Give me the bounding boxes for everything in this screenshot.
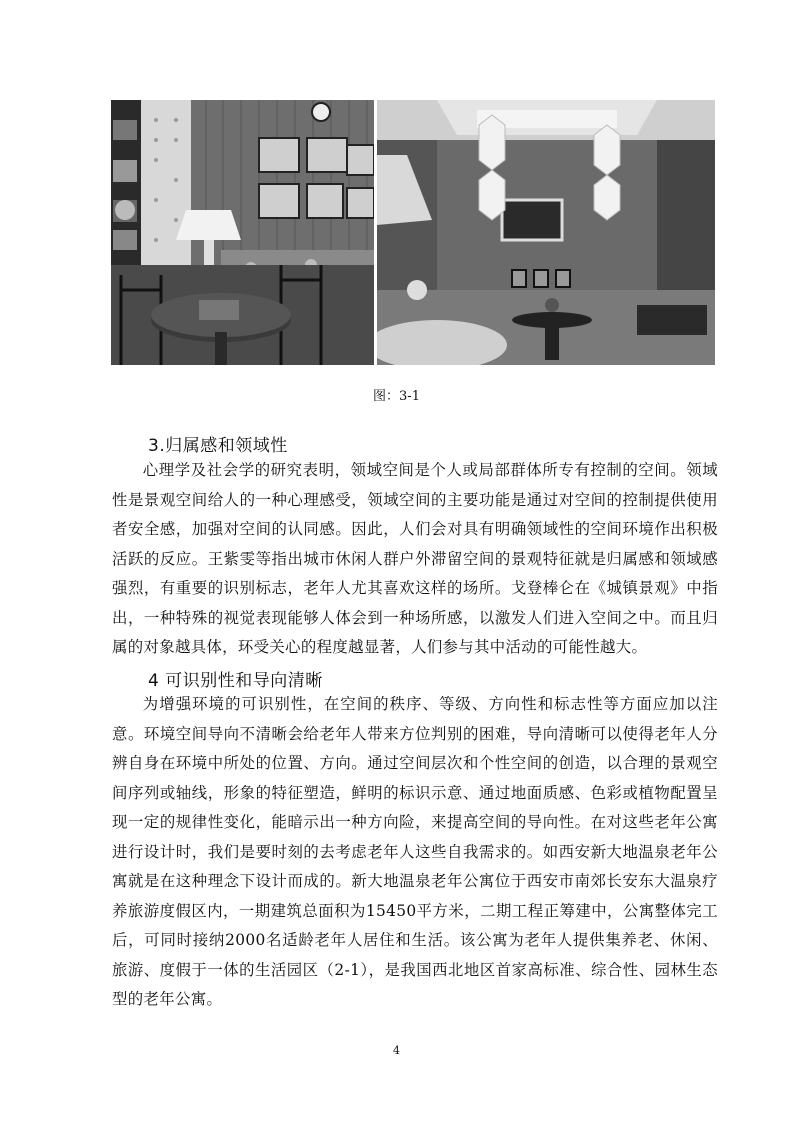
section-paragraph-wayfinding: 为增强环境的可识别性，在空间的秩序、等级、方向性和标志性等方面应加以注意。环境空间导向不清晰会给老年人带来方位判别的困难，导向清晰可以使得老年人分辨自身在环境中所处的位置、方向。通过空间层次和个性空间的创造，以合理的景观空间序列或轴线，形象的特征塑造，鲜明的标识示意、通过地面质感、色彩或植物配置呈现一定的规律性变化，能暗示出一种方向险，来提高空间的导向性。在对这些老年公寓进行设计时，我们是要时刻的去考虑老年人这些自我需求的。如西安新大地温泉老年公寓就是在这种理念下设计而成的。新大地温泉老年公寓位于西安市南郊长安东大温泉疗养旅游度假区内，一期建筑总面积为15450平方米，二期工程正筹建中，公寓整体完工后，可同时接纳2000名适龄老年人居住和生活。该公寓为老年人提供集养老、休闲、旅游、度假于一体的生活园区（2-1），是我国西北地区首家高标准、综合性、园林生态型的老年公寓。 xyxy=(112,695,718,1008)
section-heading-belonging: 3.归属感和领域性 xyxy=(148,436,288,456)
section-heading-wayfinding: 4 可识别性和导向清晰 xyxy=(148,671,323,691)
lobby-photo xyxy=(377,100,715,365)
figure-photo-left xyxy=(111,100,374,365)
figure-caption: 图：3-1 xyxy=(373,389,420,404)
figure-photo-right xyxy=(377,100,715,365)
lounge-photo xyxy=(111,100,374,365)
section-paragraph-belonging: 心理学及社会学的研究表明，领域空间是个人或局部群体所专有控制的空间。领域性是景观空间给人的一种心理感受，领域空间的主要功能是通过对空间的控制提供使用者安全感，加强对空间的认同感。因此，人们会对具有明确领域性的空间环境作出积极活跃的反应。王紫雯等指出城市休闲人群户外滞留空间的景观特征就是归属感和领域感强烈，有重要的识别标志，老年人尤其喜欢这样的场所。戈登棒仑在《城镇景观》中指出，一种特殊的视觉表现能够人体会到一种场所感，以激发人们进入空间之中。而且归属的对象越具体，环受关心的程度越显著，人们参与其中活动的可能性越大。 xyxy=(112,461,718,656)
page-number: 4 xyxy=(393,1044,400,1057)
